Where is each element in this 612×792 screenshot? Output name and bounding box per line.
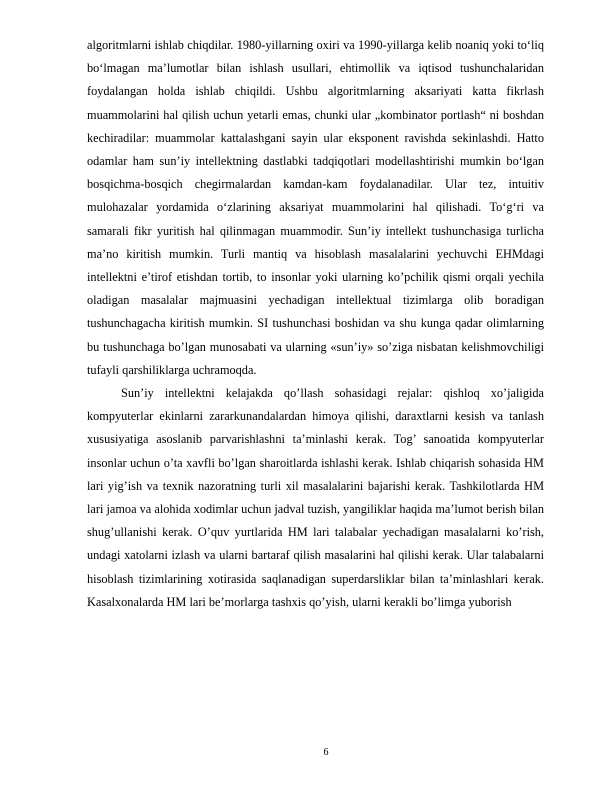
page-number: 6 [323, 747, 329, 758]
paragraph: Sun’iy intellektni kelajakda qo’llash sohasidagi rejalar: qishloq xo’jaligida kompyuterlar ekinlarni zararkunandalardan himoya qilishi, daraxtlarni kesish va tanlash xususiyatiga asoslanib parvarishlashni ta’minlashi kerak. Tog’ sanoatida kompyuterlar insonlar uchun o’ta xavfli bo’lgan sharoitlarda ishlashi kerak. Ishlab chiqarish sohasida HM lari yig’ish va texnik nazoratning turli xil masalalarini bajarishi kerak. Tashkilotlarda HM lari jamoa va alohida xodimlar uchun jadval tuzish, yangiliklar haqida ma’lumot berish bilan shug’ullanishi kerak. O’quv yurtlarida HM lari talabalar yechadigan masalalarni ko’rish, undagi xatolarni izlash va ularni bartaraf qilish masalarini hal qilishi kerak. Ular talabalarni hisoblash tizimlarining xotirasida saqlanadigan superdarsliklar bilan ta’minlashlari kerak. Kasalxonalarda HM lari be’morlarga tashxis qo’yish, ularni kerakli bo’limga yuborish [87, 386, 544, 609]
body-text [87, 34, 544, 614]
paragraph-continuation: algoritmlarni ishlab chiqdilar. 1980-yillarning oxiri va 1990-yillarga kelib noaniq yoki to‘liq bo‘lmagan ma’lumotlar bilan ishlash usullari, ehtimollik va iqtisod tushunchalaridan foydalangan holda ishlab chiqildi. Ushbu algoritmlarning aksariyati katta fikrlash muammolarini hal qilish uchun yetarli emas, chunki ular „kombinator portlash“ ni boshdan kechiradilar: muammolar kattalashgani sayin ular eksponent ravishda sekinlashdi. Hatto odamlar ham sun’iy intellektning dastlabki tadqiqotlari modellashtirishi mumkin bo‘lgan bosqichma-bosqich chegirmalardan kamdan-kam foydalanadilar. Ular tez, intuitiv mulohazalar yordamida o‘zlarining aksariyat muammolarini hal qilishadi. To‘g‘ri va samarali fikr yuritish hal qilinmagan muammodir. Sun’iy intellekt tushunchasiga turlicha ma’no kiritish mumkin. Turli mantiq va hisoblash masalalarini yechuvchi EHMdagi intellektni e’tirof etishdan tortib, to insonlar yoki ularning ko’pchilik qismi orqali yechila oladigan masalalar majmuasini yechadigan intellektual tizimlarga olib boradigan tushunchagacha kiritish mumkin. SI tushunchasi boshidan va shu kunga qadar olimlarning bu tushunchaga bo’lgan munosabati va ularning «sun’iy» so’ziga nisbatan kelishmovchiligi tufayli qarshiliklarga uchramoqda. [87, 38, 544, 377]
